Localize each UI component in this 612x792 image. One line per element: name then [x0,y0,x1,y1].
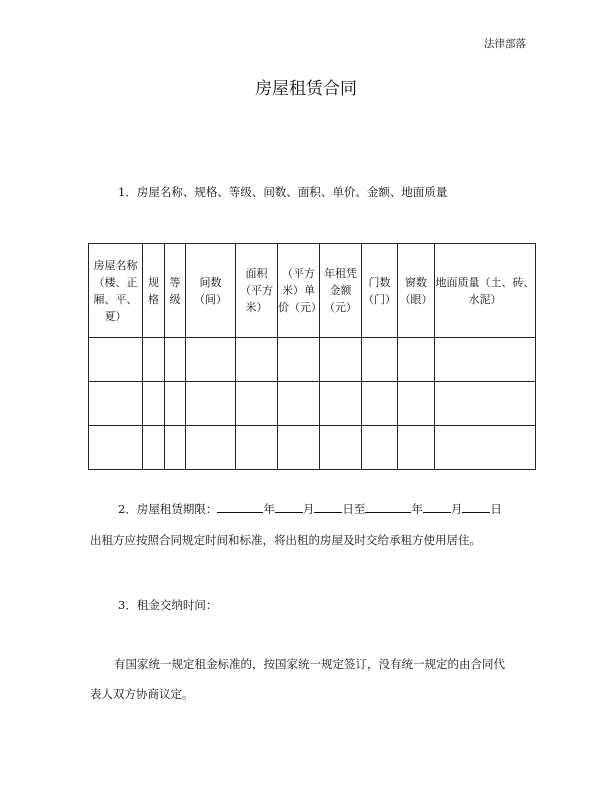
page-header: 法律部落 [484,38,526,50]
document-title: 房屋租赁合同 [255,79,357,99]
section-1-heading: 1．房屋名称、规格、等级、间数、面积、单价、金额、地面质量 [118,185,448,199]
cell [435,426,536,470]
cell [435,338,536,382]
table-row [89,382,536,426]
header-cell: 面积（平方米） [236,244,278,338]
table-row [89,338,536,382]
cell [143,338,165,382]
paragraph-line-1: 有国家统一规定租金标准的，按国家统一规定签订，没有统一规定的由合同代 [114,657,505,671]
table-header-row [89,244,536,338]
cell [89,382,143,426]
cell [165,426,186,470]
start-day-blank[interactable] [314,500,342,513]
cell [236,382,278,426]
cell [186,338,236,382]
header-cell: 等级 [165,244,186,338]
cell [186,382,236,426]
start-year-blank[interactable] [217,500,263,513]
table-row [89,426,536,470]
day-to-label: 日至 [342,502,366,516]
section-2-label: 2．房屋租赁期限： [118,502,218,516]
header-cell: 间数（间） [186,244,236,338]
paragraph-line-2: 表人双方协商议定。 [90,687,194,701]
cell [278,338,320,382]
cell [143,426,165,470]
year-label: 年 [411,502,423,516]
cell [362,382,398,426]
property-table [88,243,536,470]
end-year-blank[interactable] [365,500,411,513]
cell [320,426,362,470]
end-month-blank[interactable] [423,500,451,513]
cell [165,382,186,426]
cell [165,338,186,382]
section-2-line [118,500,502,517]
month-label: 月 [302,502,315,516]
cell [398,426,435,470]
cell [362,338,398,382]
header-cell: 房屋名称（楼、正厢、平、夏） [89,244,143,338]
cell [236,338,278,382]
cell [320,338,362,382]
cell [398,382,435,426]
cell [143,382,165,426]
cell [362,426,398,470]
section-3-heading: 3．租金交纳时间： [118,598,218,612]
cell [398,338,435,382]
header-cell: 门数（门） [362,244,398,338]
end-day-blank[interactable] [462,500,490,513]
header-cell: 规格 [143,244,165,338]
header-cell: （平方米）单价（元） [278,244,320,338]
cell [278,382,320,426]
header-cell: 窗数（眼） [398,244,435,338]
cell [435,382,536,426]
day-label: 日 [490,502,502,516]
header-cell: 年租凭金额（元） [320,244,362,338]
cell [278,426,320,470]
cell [186,426,236,470]
cell [89,426,143,470]
year-label: 年 [263,502,275,516]
header-cell: 地面质量（土、砖、水泥） [435,244,536,338]
section-2-text: 出租方应按照合同规定时间和标准，将出租的房屋及时交给承租方使用居住。 [90,533,481,547]
cell [320,382,362,426]
month-label: 月 [450,502,463,516]
cell [89,338,143,382]
start-month-blank[interactable] [275,500,303,513]
cell [236,426,278,470]
